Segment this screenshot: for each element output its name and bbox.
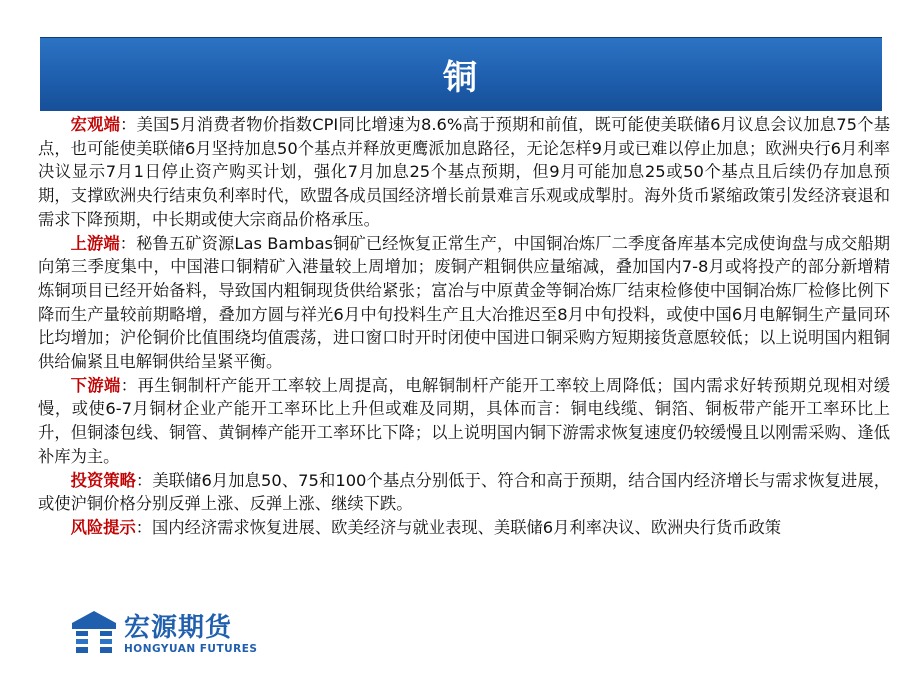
strategy-paragraph	[38, 469, 890, 516]
downstream-paragraph	[38, 374, 890, 469]
upstream-text: ：秘鲁五矿资源Las Bambas铜矿已经恢复正常生产，中国铜冶炼厂二季度备库基本完成使询盘与成交船期向第三季度集中，中国港口铜精矿入港量较上周增加；废铜产粗铜供应量缩减，叠加国内7-8月或将投产的部分新增精炼铜项目已经开始备料，导致国内粗铜现货供给紧张；富冶与中原黄金等铜冶炼厂结束检修使中国铜冶炼厂检修比例下降而生产量较前期略增，叠加方圆与祥光6月中旬投料生产且大冶推迟至8月中旬投料，或使中国6月电解铜生产量同环比均增加；沪伦铜价比值围绕均值震荡，进口窗口时开时闭使中国进口铜采购方短期接货意愿较低；以上说明国内粗铜供给偏紧且电解铜供给呈紧平衡。	[38, 233, 890, 372]
page-title: 铜	[443, 57, 479, 98]
upstream-paragraph	[38, 232, 890, 374]
macro-label: 宏观端	[70, 115, 121, 134]
downstream-label: 下游端	[70, 375, 121, 395]
company-logo	[60, 599, 265, 665]
logo-english: HONGYUAN FUTURES	[124, 643, 258, 655]
risk-text: ：国内经济需求恢复进展、欧美经济与就业表现、美联储6月利率决议、欧洲央行货币政策	[135, 517, 782, 537]
macro-text: ：美国5月消费者物价指数CPI同比增速为8.6%高于预期和前值，既可能使美联储6月议息会议加息75个基点，也可能使美联储6月坚持加息50个基点并释放更鹰派加息路径，无论怎样9月或已难以停止加息；欧洲央行6月利率决议显示7月1日停止资产购买计划，强化7月加息25个基点预期，但9月可能加息25或50个基点且后续仍存加息预期，支撑欧洲央行结束负利率时代，欧盟各成员国经济增长前景难言乐观或成掣肘。海外货币紧缩政策引发经济衰退和需求下降预期，中长期或使大宗商品价格承压。	[38, 115, 890, 229]
strategy-text: ：美联储6月加息50、75和100个基点分别低于、符合和高于预期，结合国内经济增长与需求恢复进展，或使沪铜价格分别反弹上涨、反弹上涨、继续下跌。	[38, 470, 890, 514]
risk-paragraph	[38, 516, 890, 540]
strategy-label: 投资策略	[70, 470, 137, 490]
title-bar	[40, 37, 882, 111]
logo-mark-icon	[70, 609, 118, 655]
logo-name: 宏源期货	[124, 613, 233, 643]
downstream-text: ：再生铜制杆产能开工率较上周提高，电解铜制杆产能开工率较上周降低；国内需求好转预期兑现相对缓慢，或使6-7月铜材企业产能开工率环比上升但或难及同期，具体而言：铜电线缆、铜箔、铜板带产能开工率环比上升，但铜漆包线、铜管、黄铜棒产能开工率环比下降；以上说明国内铜下游需求恢复速度仍较缓慢且以刚需采购、逢低补库为主。	[38, 375, 890, 466]
upstream-label: 上游端	[70, 233, 120, 253]
risk-label: 风险提示	[70, 517, 136, 537]
macro-paragraph	[38, 113, 890, 232]
report-body	[38, 113, 890, 540]
